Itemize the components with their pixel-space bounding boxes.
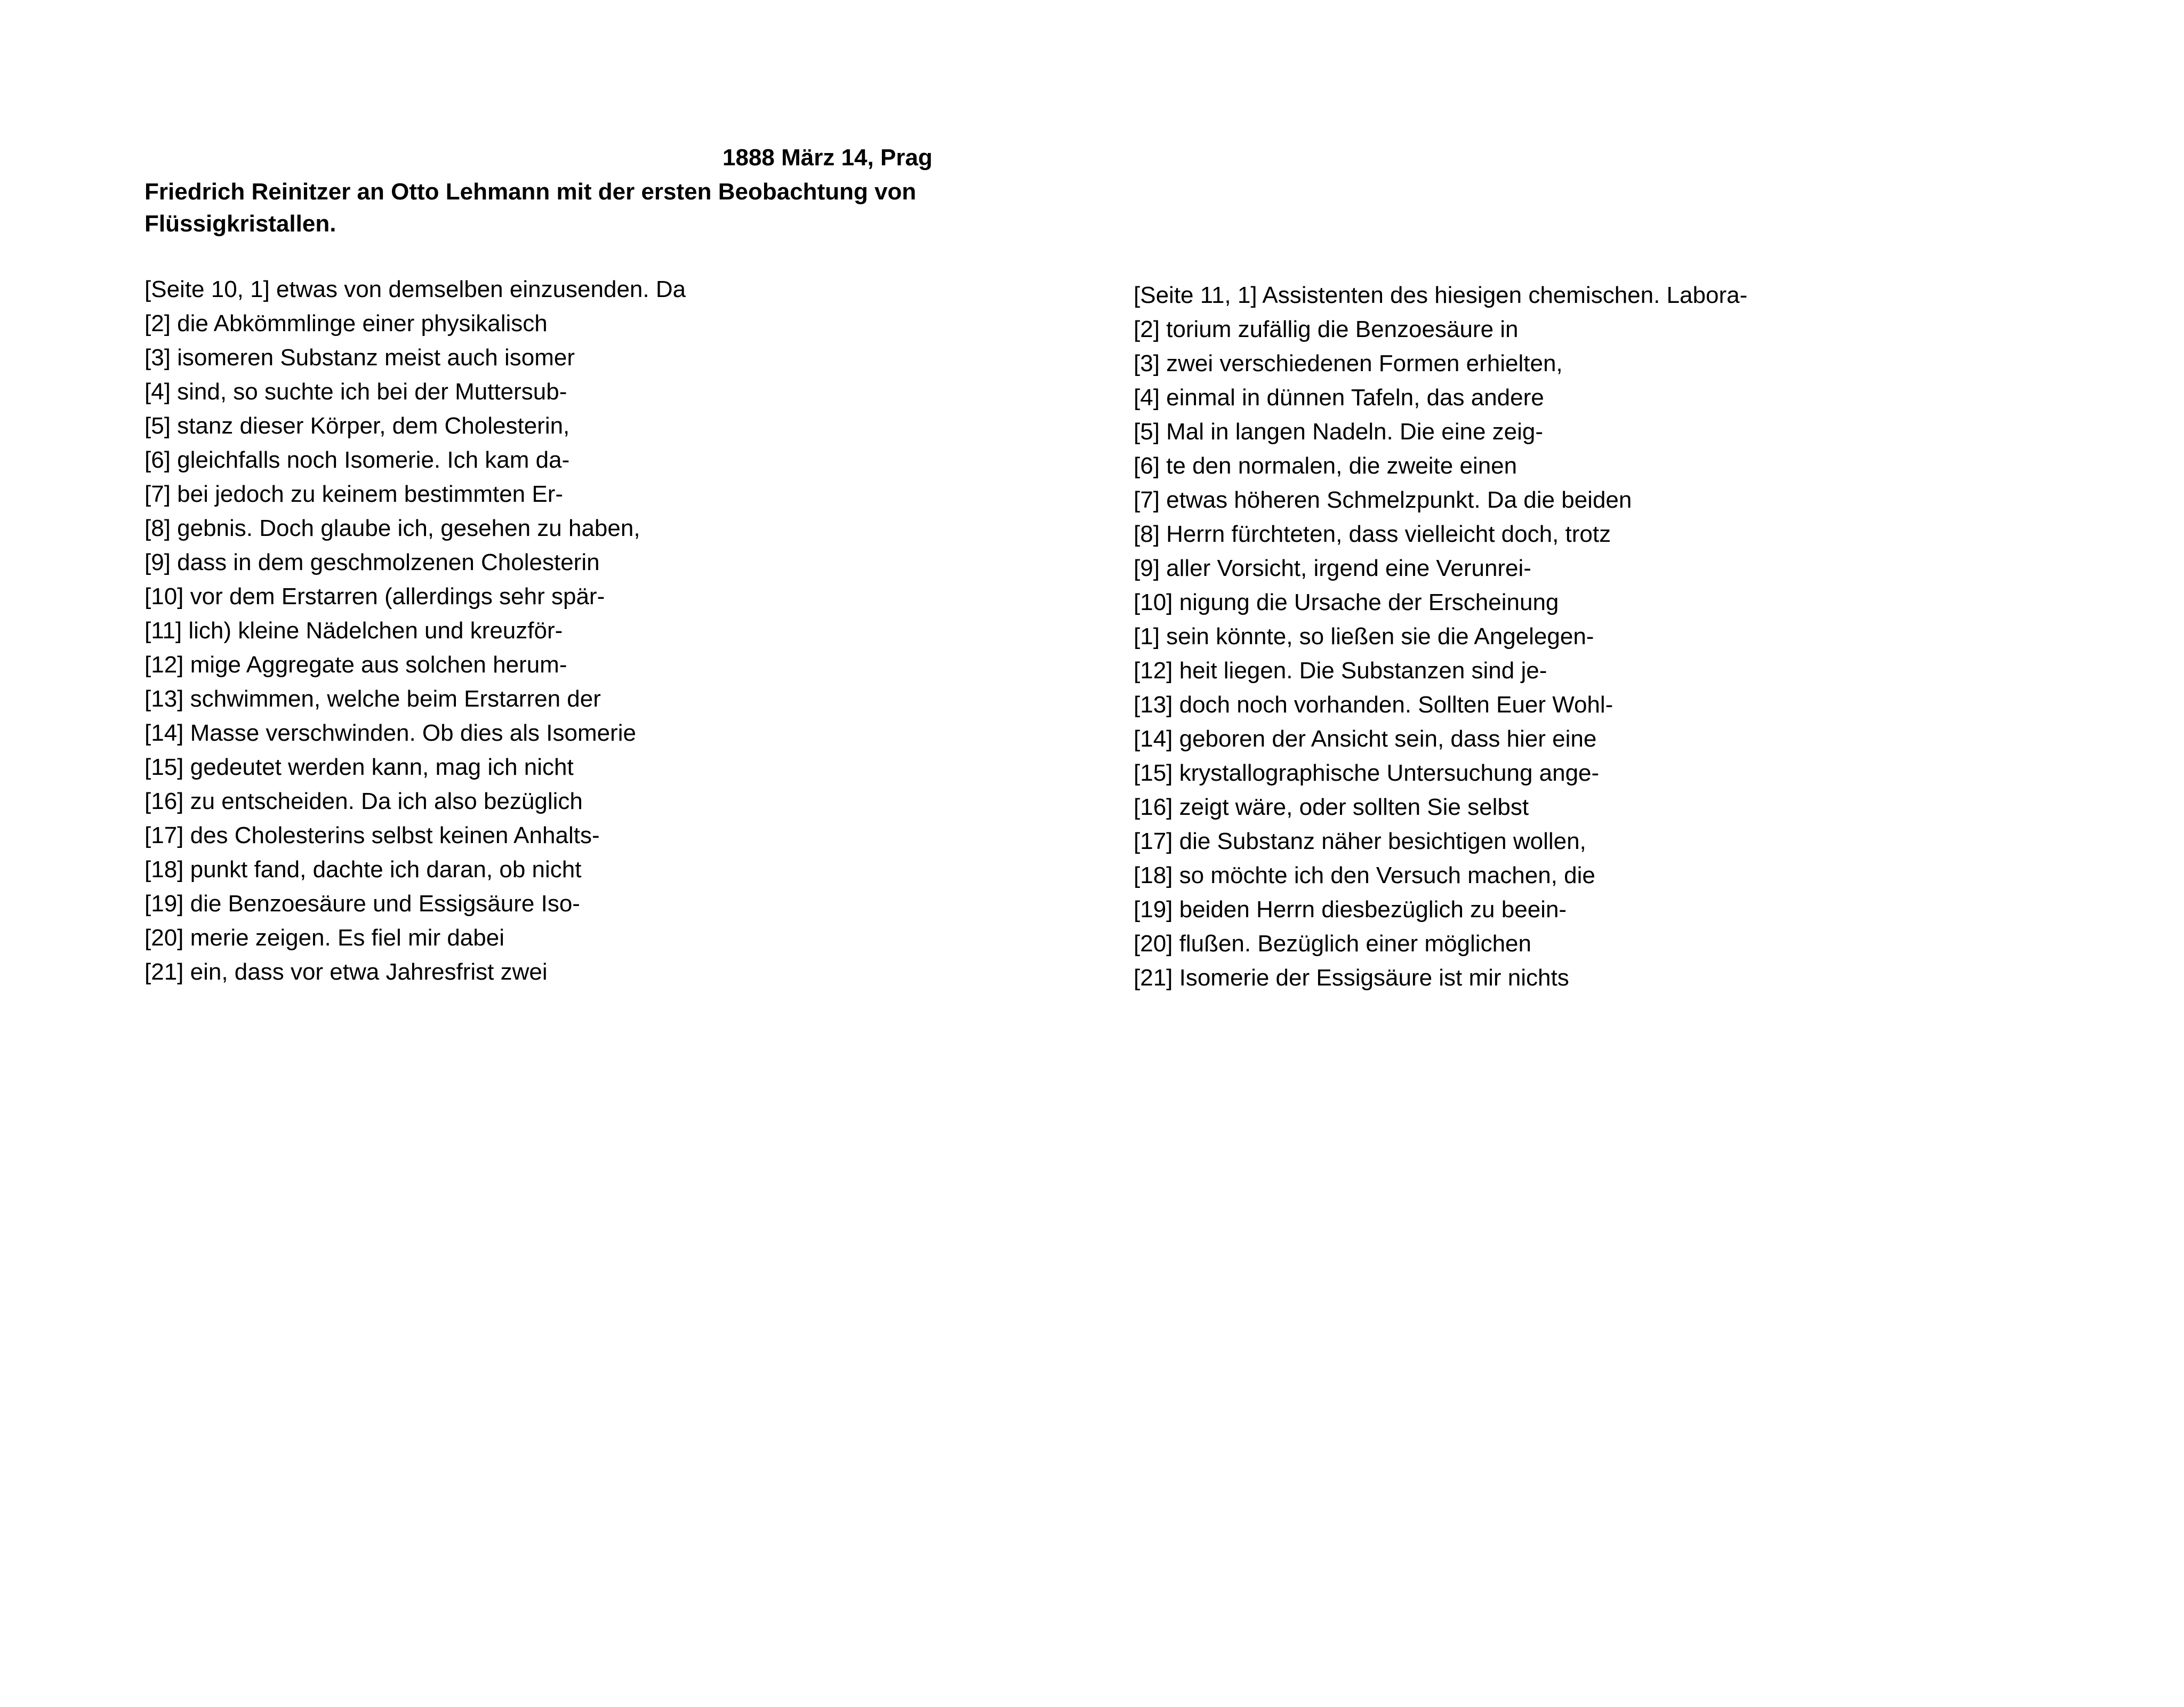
left-line: [15] gedeutet werden kann, mag ich nicht [144, 754, 574, 780]
left-line: [20] merie zeigen. Es fiel mir dabei [144, 925, 504, 951]
left-line: [3] isomeren Substanz meist auch isomer [144, 344, 575, 371]
left-line: [18] punkt fand, dachte ich daran, ob nicht [144, 856, 582, 883]
right-line: [17] die Substanz näher besichtigen wollen, [1134, 828, 1586, 854]
right-line: [16] zeigt wäre, oder sollten Sie selbst [1134, 794, 1529, 820]
left-line: [10] vor dem Erstarren (allerdings sehr spär- [144, 583, 605, 610]
left-line: [19] die Benzoesäure und Essigsäure Iso- [144, 891, 580, 917]
right-line: [4] einmal in dünnen Tafeln, das andere [1134, 384, 1544, 411]
left-line: [12] mige Aggregate aus solchen herum- [144, 652, 567, 678]
right-line: [2] torium zufällig die Benzoesäure in [1134, 316, 1519, 342]
left-column [144, 273, 686, 989]
right-line: [Seite 11, 1] Assistenten des hiesigen chemischen. Labora- [1134, 282, 1748, 308]
right-line: [7] etwas höheren Schmelzpunkt. Da die beiden [1134, 487, 1632, 513]
left-line: [4] sind, so suchte ich bei der Muttersub- [144, 379, 567, 405]
right-line: [9] aller Vorsicht, irgend eine Verunrei- [1134, 555, 1531, 581]
right-line: [19] beiden Herrn diesbezüglich zu beein- [1134, 896, 1567, 923]
left-line: [9] dass in dem geschmolzenen Cholesterin [144, 549, 600, 575]
right-line: [6] te den normalen, die zweite einen [1134, 453, 1517, 479]
left-line: [Seite 10, 1] etwas von demselben einzusenden. Da [144, 276, 686, 302]
right-line: [3] zwei verschiedenen Formen erhielten, [1134, 350, 1563, 376]
left-line: [6] gleichfalls noch Isomerie. Ich kam da- [144, 447, 570, 473]
right-line: [5] Mal in langen Nadeln. Die eine zeig- [1134, 419, 1544, 445]
right-line: [21] Isomerie der Essigsäure ist mir nichts [1134, 965, 1569, 991]
left-line: [8] gebnis. Doch glaube ich, gesehen zu haben, [144, 515, 640, 541]
left-line: [7] bei jedoch zu keinem bestimmten Er- [144, 481, 564, 507]
right-line: [13] doch noch vorhanden. Sollten Euer Wohl- [1134, 692, 1613, 718]
date-place-heading: 1888 März 14, Prag [722, 145, 933, 171]
right-line: [18] so möchte ich den Versuch machen, die [1134, 862, 1595, 888]
right-line: [10] nigung die Ursache der Erscheinung [1134, 589, 1559, 615]
left-line: [16] zu entscheiden. Da ich also bezüglich [144, 788, 583, 814]
left-line: [21] ein, dass vor etwa Jahresfrist zwei [144, 959, 548, 985]
left-line: [2] die Abkömmlinge einer physikalisch [144, 310, 548, 336]
left-line: [11] lich) kleine Nädelchen und kreuzför- [144, 618, 563, 644]
right-line: [8] Herrn fürchteten, dass vielleicht doch, trotz [1134, 521, 1611, 547]
right-line: [14] geboren der Ansicht sein, dass hier eine [1134, 726, 1597, 752]
left-line: [17] des Cholesterins selbst keinen Anhalts- [144, 822, 600, 848]
right-line: [12] heit liegen. Die Substanzen sind je- [1134, 658, 1547, 684]
right-line: [20] flußen. Bezüglich einer möglichen [1134, 931, 1531, 957]
left-line: [13] schwimmen, welche beim Erstarren der [144, 686, 601, 712]
right-line: [15] krystallographische Untersuchung ange- [1134, 760, 1600, 786]
left-line: [14] Masse verschwinden. Ob dies als Isomerie [144, 720, 636, 746]
right-column [1134, 278, 1747, 995]
left-line: [5] stanz dieser Körper, dem Cholesterin, [144, 413, 570, 439]
right-line: [1] sein könnte, so ließen sie die Angelegen- [1134, 623, 1594, 650]
letter-title: Friedrich Reinitzer an Otto Lehmann mit der ersten Beobachtung von Flüssigkristallen. [144, 179, 917, 237]
